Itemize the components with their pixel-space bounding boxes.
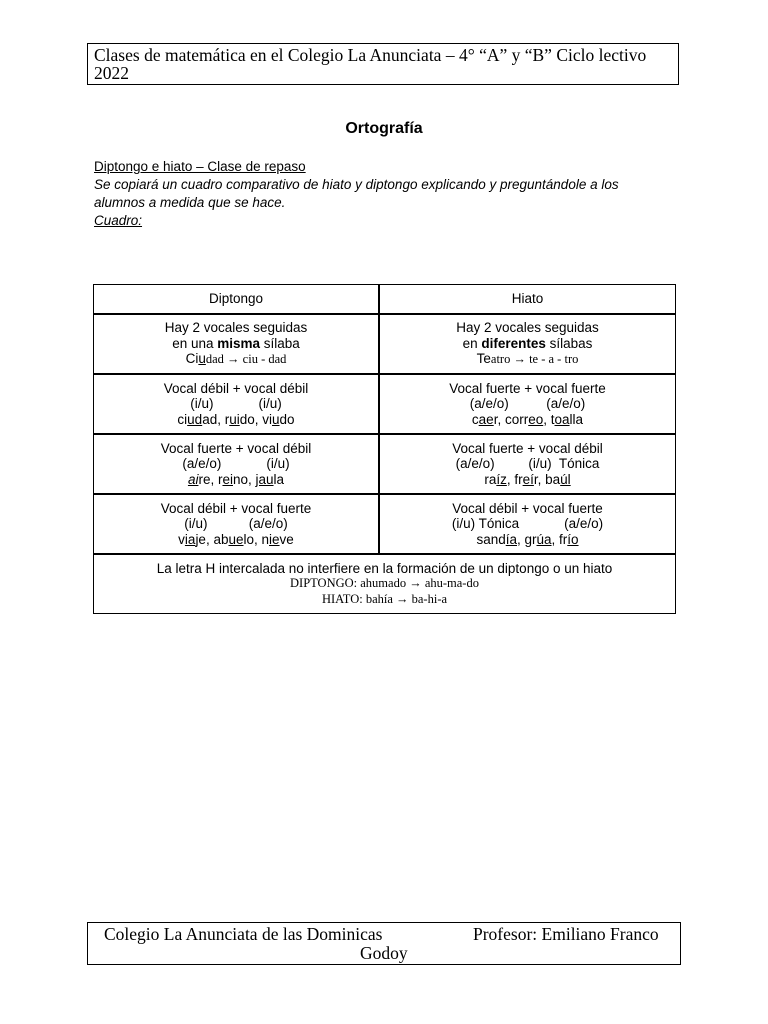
cell-line: DIPTONGO: ahumado → ahu-ma-do [290,576,479,591]
cell-diptongo-debil-debil [94,374,380,434]
cell-example: raíz, freír, baúl [484,471,571,487]
table-row [94,314,676,374]
cell-diptongo-definition [94,314,380,374]
cell-line: Vocal débil + vocal fuerte [160,500,312,516]
cell-line: (a/e/o) (a/e/o) [469,396,586,412]
footer-teacher: Profesor: Emiliano Franco [473,924,659,944]
cell-hiato-fuerte-debil [379,434,676,494]
cell-line: Vocal fuerte + vocal débil [452,440,603,456]
header-line2: 2022 [94,63,129,83]
cell-example: aire, reino, jaula [187,471,285,487]
cell-line: (a/e/o) (i/u) Tónica [455,456,600,472]
footer-teacher-surname: Godoy [360,943,408,963]
cell-example: ciudad, ruido, viudo [177,411,295,427]
table-row [94,494,676,554]
col-header-hiato: Hiato [379,285,676,315]
cell-example: sandía, grúa, frío [476,531,579,547]
cell-line: Vocal fuerte + vocal fuerte [449,380,606,396]
cell-hiato-debil-fuerte [379,494,676,554]
cell-line: La letra H intercalada no interfiere en la formación de un diptongo o un hiato [156,560,613,576]
table-header-row [94,285,676,315]
cell-line: (i/u) (i/u) [190,396,282,412]
cell-line: Vocal fuerte + vocal débil [160,440,312,456]
cell-hiato-fuerte-fuerte [379,374,676,434]
table-footer-row [94,554,676,614]
footer-box [87,922,681,965]
table-row [94,434,676,494]
footer-school: Colegio La Anunciata de las Dominicas [104,924,383,944]
header-box [87,43,679,85]
cell-line: (a/e/o) (i/u) [182,456,290,472]
cell-letra-h-note [94,554,676,614]
cell-line: (i/u) Tónica (a/e/o) [451,516,604,532]
intro-line2: alumnos a medida que se hace. [94,195,286,210]
cell-diptongo-fuerte-debil [94,434,380,494]
header-line1: Clases de matemática en el Colegio La Anunciata – 4° “A” y “B” Ciclo lectivo [94,45,647,65]
cell-line: Hay 2 vocales seguidas [456,320,599,336]
cell-line: Vocal débil + vocal débil [163,380,309,396]
cell-line: Vocal débil + vocal fuerte [452,500,603,516]
cell-hiato-definition [379,314,676,374]
page-title: Ortografía [345,120,423,137]
intro [94,158,674,230]
table-row [94,374,676,434]
col-header-diptongo: Diptongo [94,285,380,315]
cell-line: en diferentes sílabas [462,335,593,351]
cell-diptongo-debil-fuerte [94,494,380,554]
comparison-table [93,284,676,614]
cell-line: Hay 2 vocales seguidas [164,320,308,336]
cell-example: caer, correo, toalla [471,411,584,427]
intro-line1: Se copiará un cuadro comparativo de hiato y diptongo explicando y preguntándole a los [94,177,619,192]
cell-line: (i/u) (a/e/o) [184,516,288,532]
cell-line: HIATO: bahía → ba-hi-a [321,591,448,606]
cell-example: viaje, abuelo, nieve [178,531,294,547]
cell-example: Ciudad → ciu - dad [185,351,287,367]
intro-subtitle: Diptongo e hiato – Clase de repaso [94,159,306,174]
cell-line: en una misma sílaba [172,335,300,351]
intro-cuadro: Cuadro: [94,213,143,228]
cell-example: Teatro → te - a - tro [476,351,579,367]
